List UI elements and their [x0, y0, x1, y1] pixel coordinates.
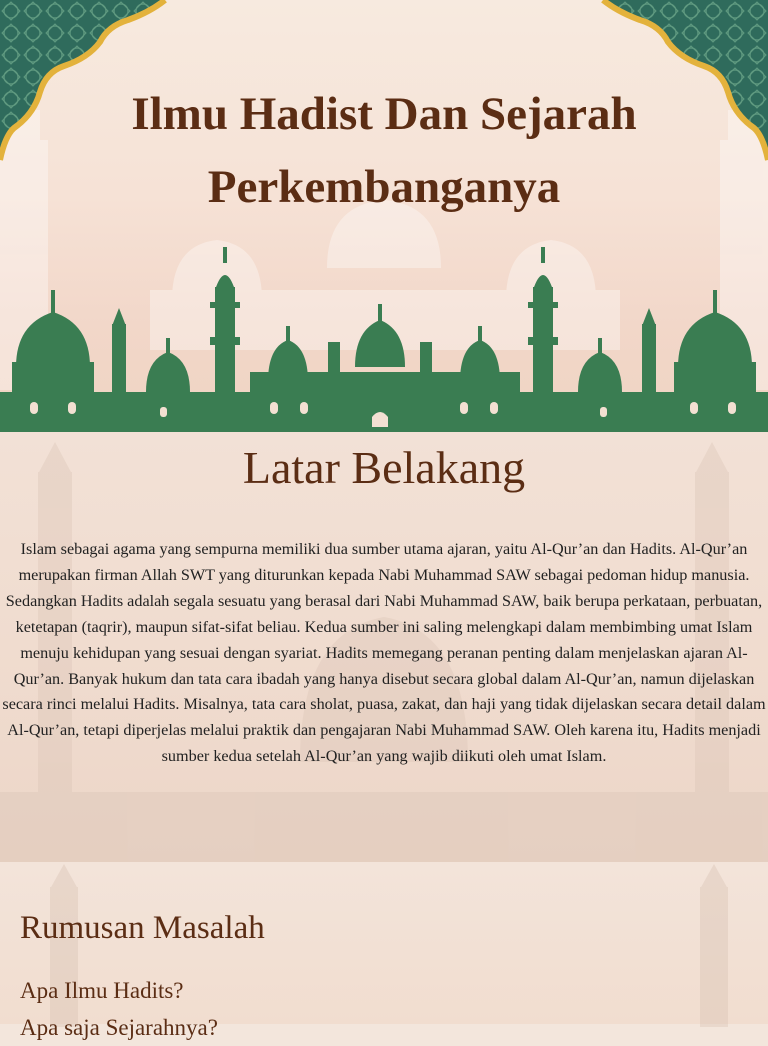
- section-heading-rumusan-masalah: Rumusan Masalah: [20, 910, 265, 946]
- background-slide: [0, 432, 768, 862]
- mosque-skyline-illustration: [0, 242, 768, 432]
- section-heading-latar-belakang: Latar Belakang: [242, 442, 526, 493]
- problem-statement-slide: [0, 862, 768, 1040]
- title-slide: [0, 0, 768, 432]
- list-item: Apa saja Sejarahnya?: [20, 1015, 218, 1040]
- presentation-title: Ilmu Hadist Dan Sejarah Perkembanganya: [131, 88, 637, 213]
- list-item: Apa Ilmu Hadits?: [20, 978, 184, 1003]
- question-list: [20, 972, 218, 1046]
- background-paragraph: Islam sebagai agama yang sempurna memiliki dua sumber utama ajaran, yaitu Al-Qur’an dan Hadits. Al-Qur’an merupakan firman Allah SWT yang diturunkan kepada Nabi Muhammad SAW sebagai pedoman hidup manusia. Sedangkan Hadits adalah segala sesuatu yang berasal dari Nabi Muhammad SAW, baik berupa perkataan, perbuatan, ketetapan (taqrir), maupun sifat-sifat beliau. Kedua sumber ini saling melengkapi dalam membimbing umat Islam menuju kehidupan yang sesuai dengan syariat. Hadits memegang peranan penting dalam menjelaskan ajaran Al-Qur’an. Banyak hukum dan tata cara ibadah yang hanya disebut secara global dalam Al-Qur’an, namun dijelaskan secara rinci melalui Hadits. Misalnya, tata cara sholat, puasa, zakat, dan haji yang tidak dijelaskan secara detail dalam Al-Qur’an, tetapi diperjelas melalui praktik dan pengajaran Nabi Muhammad SAW. Oleh karena itu, Hadits menjadi sumber kedua setelah Al-Qur’an yang wajib diikuti oleh umat Islam.: [2, 540, 766, 766]
